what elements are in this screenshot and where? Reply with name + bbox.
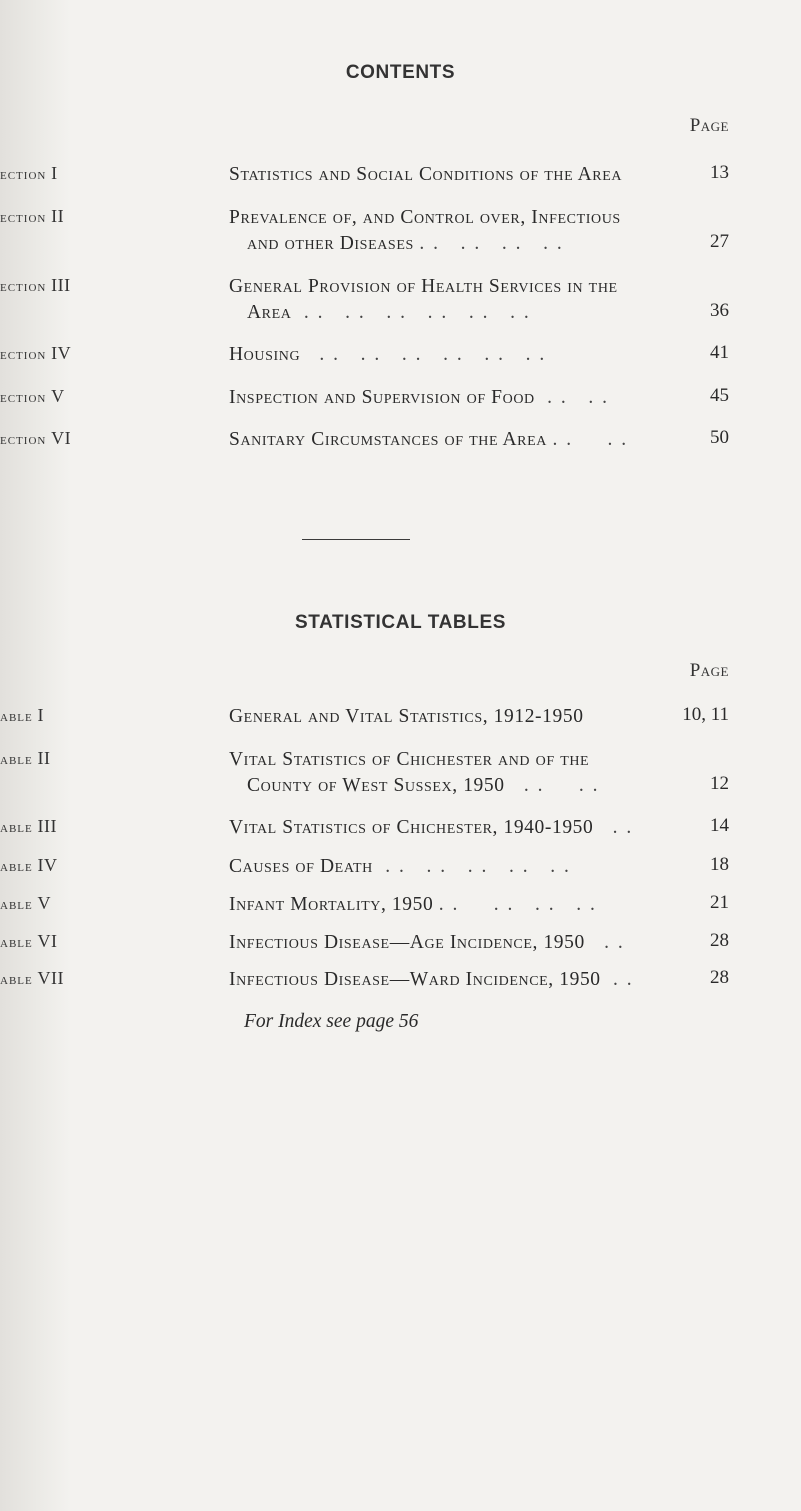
table-label: able III (0, 816, 57, 836)
entry-page: 36 (710, 300, 729, 321)
entry-page: 28 (710, 930, 729, 951)
entry-title: Infectious Disease—Age Incidence, 1950 . . (229, 932, 625, 953)
entry-title: Statistics and Social Conditions of the Area (229, 164, 623, 185)
section-label: ection V (0, 386, 65, 406)
table-label: able V (0, 893, 51, 913)
table-label: able VI (0, 931, 58, 951)
entry-page: 28 (710, 967, 729, 988)
section-label: ection VI (0, 428, 72, 448)
section-label: ection I (0, 163, 58, 183)
entry-page: 14 (710, 815, 729, 836)
tables-heading: STATISTICAL TABLES (295, 612, 506, 633)
entry-page: 50 (710, 427, 729, 448)
entry-title: Causes of Death . . . . . . . . . . (229, 856, 571, 877)
entry-page: 10, 11 (682, 704, 729, 725)
entry-page: 21 (710, 892, 729, 913)
entry-page: 27 (710, 231, 729, 252)
entry-page: 41 (710, 342, 729, 363)
contents-heading: CONTENTS (345, 62, 456, 83)
entry-title: General and Vital Statistics, 1912-1950 (229, 706, 584, 727)
contents-page-label: Page (689, 115, 729, 136)
entry-title: Infant Mortality, 1950 . . . . . . . . (229, 894, 597, 915)
entry-title: Sanitary Circumstances of the Area . . . . (229, 429, 629, 450)
entry-title: Infectious Disease—Ward Incidence, 1950 . . (229, 969, 634, 990)
entry-title: Vital Statistics of Chichester and of the County of West Sussex, 1950 . . . . (229, 749, 600, 796)
section-label: ection II (0, 206, 65, 226)
entry-title: Inspection and Supervision of Food . . . . (229, 387, 609, 408)
entry-title: General Provision of Health Services in the Area . . . . . . . . . . . . (229, 276, 618, 323)
entry-page: 13 (710, 162, 729, 183)
section-divider (302, 539, 410, 540)
entry-page: 12 (710, 773, 729, 794)
entry-title: Housing . . . . . . . . . . . . (229, 344, 547, 365)
table-label: able VII (0, 968, 64, 988)
table-label: able II (0, 748, 51, 768)
entry-page: 18 (710, 854, 729, 875)
entry-title: Prevalence of, and Control over, Infectious and other Diseases . . . . . . . . (229, 207, 621, 254)
table-label: able IV (0, 855, 58, 875)
table-label: able I (0, 705, 44, 725)
tables-page-label: Page (689, 660, 729, 681)
section-label: ection III (0, 275, 71, 295)
entry-page: 45 (710, 385, 729, 406)
entry-title: Vital Statistics of Chichester, 1940-1950 . . (229, 817, 634, 838)
index-footnote: For Index see page 56 (244, 1011, 419, 1032)
section-label: ection IV (0, 343, 72, 363)
